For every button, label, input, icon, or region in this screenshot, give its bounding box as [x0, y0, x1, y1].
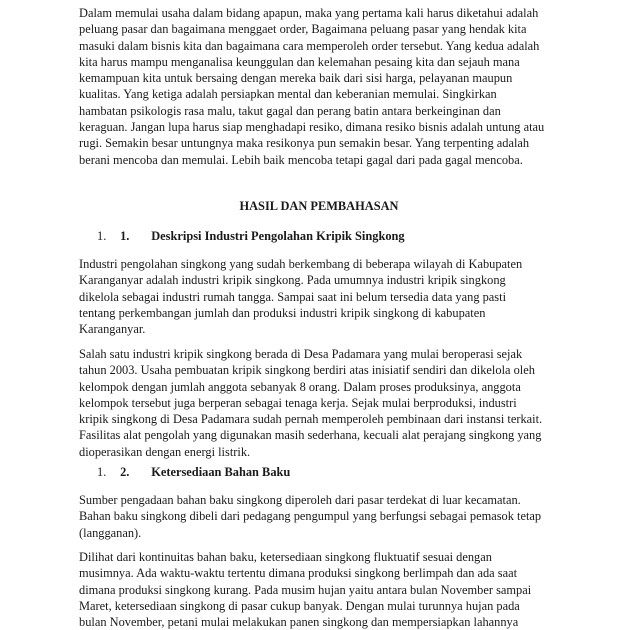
text-line: tentang perkembangan jumlah dan produksi industri kripik singkong di kabupaten: [79, 305, 486, 320]
text-line: tahun 2003. Usaha pembuatan kripik singkong berdiri atas inisiatif sendiri dan dikelola oleh: [79, 363, 535, 378]
subsection-heading-2: [97, 464, 290, 480]
text-line: Dilihat dari kontinuitas bahan baku, ketersediaan singkong fluktuatif sesuai dengan: [79, 550, 492, 564]
text-line: kripik singkong di Desa Padamara sudah pernah memperoleh pembinaan dari instansi terkait.: [79, 412, 543, 427]
list-number: 1.: [97, 229, 107, 243]
text-line: kelompok tersebut juga berperan sebagai tenaga kerja. Sejak mulai berproduksi, industri: [79, 395, 517, 410]
text-line: keraguan. Jangan lupa harus siap menghadapi resiko, dimana resiko bisnis adalah untung atau: [79, 120, 545, 135]
list-number: 1.: [97, 465, 107, 479]
text-line: musimnya. Ada waktu-waktu tertentu dimana produksi singkong berlimpah dan ada saat: [79, 566, 518, 581]
text-line: kita harus mampu menganalisa keunggulan dan kelemahan pesaing kita dan sejauh mana: [79, 54, 520, 69]
text-line: kelompok dengan jumlah anggota sebanyak 8 orang. Dalam proses produksinya, anggota: [79, 379, 521, 394]
text-line: rugi. Semakin besar untungnya maka resikonya pun semakin besar. Yang terpenting adalah: [79, 136, 530, 151]
text-line: (langganan).: [79, 525, 142, 540]
text-line: hambatan psikologis rasa malu, takut gagal dan perang batin antara berkeinginan dan: [79, 103, 501, 118]
paragraph-3: [79, 492, 579, 541]
text-line: Industri pengolahan singkong yang sudah berkembang di beberapa wilayah di Kabupaten: [79, 257, 523, 271]
text-line: masuki dalam bisnis kita dan bagaimana cara memperoleh order tersebut. Yang kedua adalah: [79, 38, 540, 53]
text-line: kemampuan kita untuk bersaing dengan mereka baik dari sisi harga, pelayanan maupun: [79, 71, 513, 86]
text-line: dioperasikan dengan energi listrik.: [79, 444, 251, 459]
subsection-title: Ketersediaan Bahan Baku: [151, 465, 291, 479]
text-line: Salah satu industri kripik singkong berada di Desa Padamara yang mulai beroperasi sejak: [79, 347, 523, 361]
text-line: Sumber pengadaan bahan baku singkong diperoleh dari pasar terdekat di luar kecamatan.: [79, 493, 521, 507]
subsection-number: 2.: [120, 465, 130, 479]
section-title: HASIL DAN PEMBAHASAN: [239, 199, 399, 213]
text-line: Karanganyar.: [79, 322, 146, 337]
paragraph-4: [79, 549, 579, 630]
paragraph-2: [79, 346, 579, 460]
subsection-heading-1: [97, 228, 405, 244]
text-line: Maret, ketersediaan singkong di pasar cukup banyak. Dengan mulai turunnya hujan pada: [79, 598, 520, 613]
subsection-number: 1.: [120, 229, 130, 243]
text-line: dikelola sebagai industri rumah tangga. Sampai saat ini belum tersedia data yang pasti: [79, 289, 507, 304]
text-line: dimana produksi singkong kurang. Pada musim hujan yaitu antara bulan November sampai: [79, 582, 532, 597]
intro-paragraph: [79, 5, 579, 168]
text-line: Karanganyar adalah industri kripik singkong. Pada umumnya industri kripik singkong: [79, 273, 506, 288]
text-line: Fasilitas alat pengolah yang digunakan masih sederhana, kecuali alat perajang singkong yang: [79, 428, 542, 443]
text-line: peluang pasar dan bagaimana menggaet order, Bagaimana peluang pasar yang hendak kita: [79, 22, 527, 37]
text-line: Bahan baku singkong dibeli dari pedagang pengumpul yang berfungsi sebagai pemasok tetap: [79, 509, 542, 524]
subsection-title: Deskripsi Industri Pengolahan Kripik Singkong: [151, 229, 405, 243]
text-line: Dalam memulai usaha dalam bidang apapun, maka yang pertama kali harus diketahui adalah: [79, 6, 539, 20]
text-line: berani mencoba dan memulai. Lebih baik mencoba tetapi gagal dari pada gagal mencoba.: [79, 152, 523, 167]
text-line: bulan November, petani mulai melakukan panen singkong dan mempersiapkan lahannya: [79, 615, 519, 630]
text-line: kualitas. Yang ketiga adalah persiapkan mental dan keberanian memulai. Singkirkan: [79, 87, 497, 102]
paragraph-1: [79, 256, 579, 337]
